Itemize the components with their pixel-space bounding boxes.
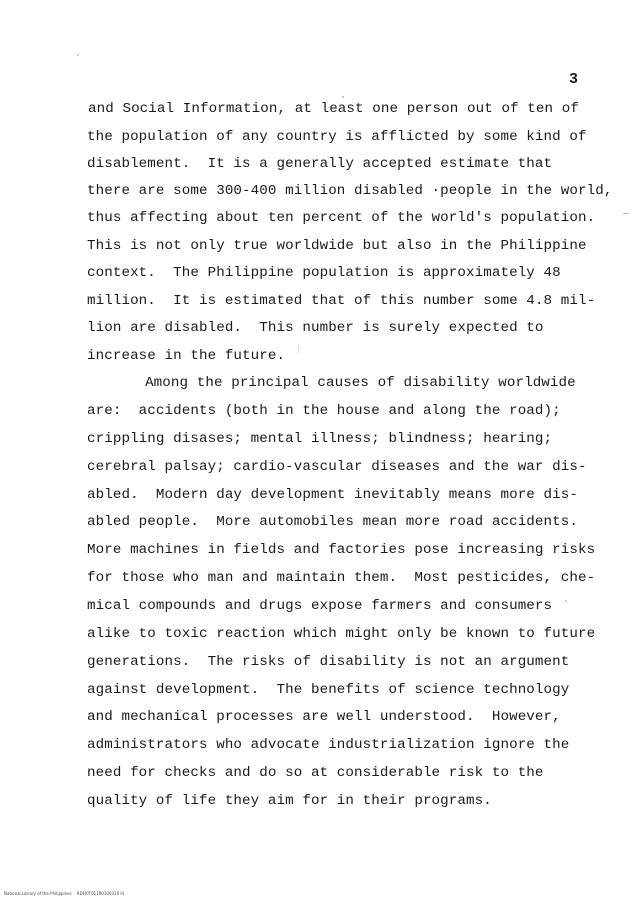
body-line: abled people. More automobiles mean more road accidents.: [87, 514, 578, 530]
body-line: the population of any country is afflicted by some kind of: [87, 129, 587, 145]
body-line: there are some 300-400 million disabled ·people in the world,: [87, 183, 613, 199]
page-number: 3: [569, 71, 579, 88]
scan-footer: National Library of the Philippines RDFI0T01190100310 lit: [4, 891, 125, 896]
scan-speck: [342, 96, 344, 98]
scan-speck: [623, 213, 629, 214]
scan-speck: [298, 345, 299, 353]
body-line: More machines in fields and factories pose increasing risks: [87, 542, 596, 558]
body-line: quality of life they aim for in their programs.: [87, 793, 492, 809]
body-line: lion are disabled. This number is surely expected to: [87, 320, 544, 336]
body-line: against development. The benefits of science technology: [87, 682, 570, 698]
body-line: and Social Information, at least one person out of ten of: [88, 101, 579, 117]
body-line: abled. Modern day development inevitably means more dis-: [87, 487, 578, 503]
body-line: million. It is estimated that of this number some 4.8 mil-: [87, 293, 596, 309]
body-line: for those who man and maintain them. Most pesticides, che-: [87, 570, 596, 586]
body-line: are: accidents (both in the house and along the road);: [87, 403, 561, 419]
body-line: mical compounds and drugs expose farmers and consumers: [87, 598, 553, 614]
body-line: alike to toxic reaction which might only be known to future: [87, 626, 596, 642]
body-line: generations. The risks of disability is not an argument: [87, 654, 570, 670]
body-line: disablement. It is a generally accepted estimate that: [87, 156, 553, 172]
body-line: Among the principal causes of disability worldwide: [102, 375, 576, 391]
body-line: need for checks and do so at considerable risk to the: [87, 765, 544, 781]
body-line: This is not only true worldwide but also in the Philippine: [87, 238, 587, 254]
body-line: increase in the future.: [87, 348, 286, 364]
body-line: and mechanical processes are well understood. However,: [87, 709, 561, 725]
scan-speck: [565, 600, 567, 602]
body-line: context. The Philippine population is approximately 48: [87, 265, 561, 281]
scan-speck: [77, 54, 79, 56]
body-line: administrators who advocate industrialization ignore the: [87, 737, 570, 753]
body-line: thus affecting about ten percent of the world's population.: [87, 210, 596, 226]
body-line: crippling disases; mental illness; blindness; hearing;: [87, 431, 553, 447]
body-line: cerebral palsay; cardio-vascular diseases and the war dis-: [87, 459, 587, 475]
